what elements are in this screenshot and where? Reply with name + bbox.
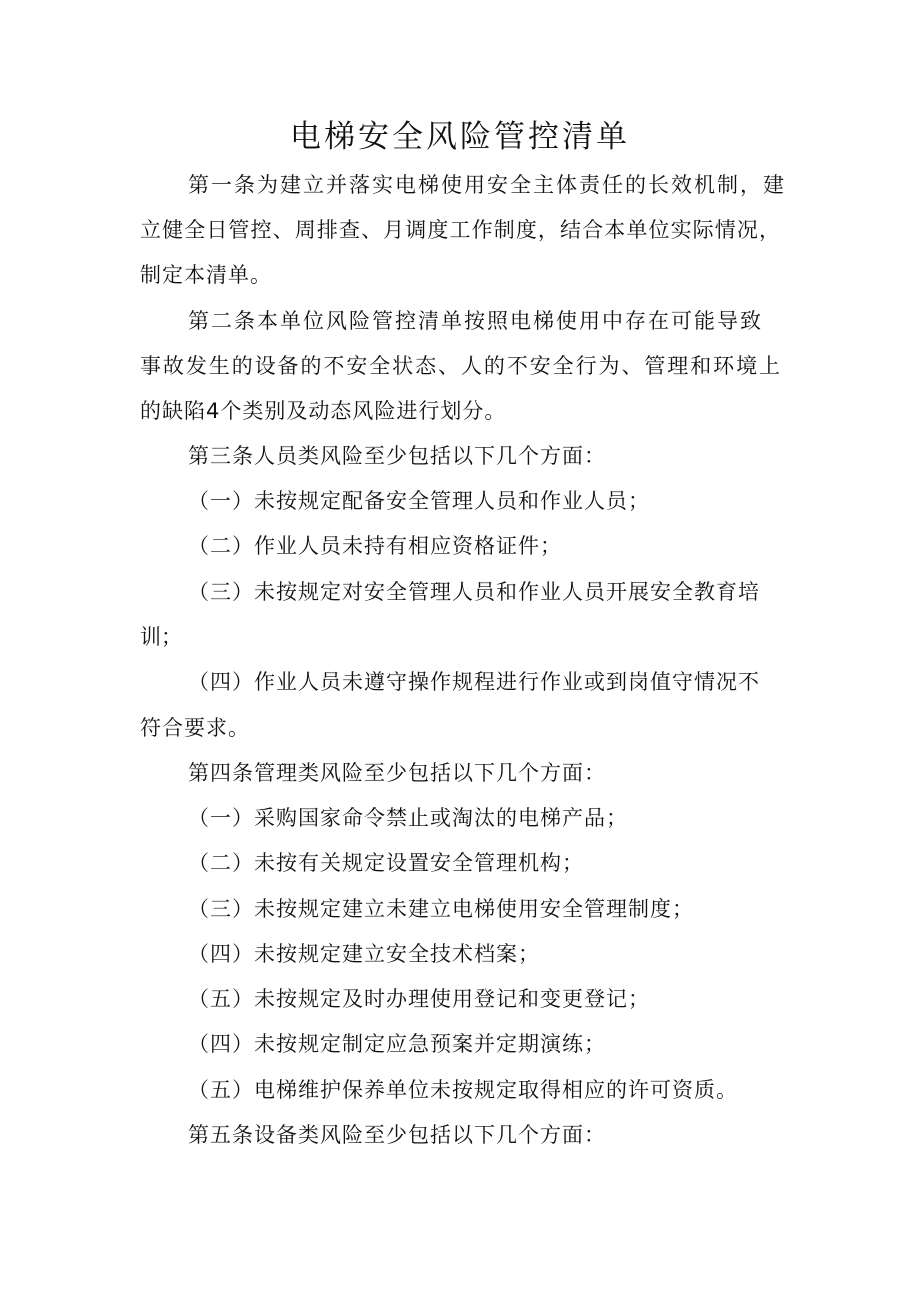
list-item: （二）未按有关规定设置安全管理机构； xyxy=(188,851,584,875)
article-5-heading: 第五条设备类风险至少包括以下几个方面： xyxy=(188,1123,606,1147)
text-line: 的缺陷4个类别及动态风险进行划分。 xyxy=(140,399,507,423)
list-item: （四）未按规定建立安全技术档案； xyxy=(188,942,540,966)
list-item: （四）未按规定制定应急预案并定期演练； xyxy=(188,1032,606,1056)
list-item: （一）未按规定配备安全管理人员和作业人员； xyxy=(188,489,650,513)
text-line: 事故发生的设备的不安全状态、人的不安全行为、管理和环境上 xyxy=(140,354,780,378)
list-item: （一）采购国家命令禁止或淘汰的电梯产品； xyxy=(188,806,628,830)
list-item: （五）电梯维护保养单位未按规定取得相应的许可资质。 xyxy=(188,1078,738,1102)
text-line: 第一条为建立并落实电梯使用安全主体责任的长效机制，建 xyxy=(188,173,786,197)
text-line: 第二条本单位风险管控清单按照电梯使用中存在可能导致 xyxy=(188,309,763,333)
list-item: （三）未按规定建立未建立电梯使用安全管理制度； xyxy=(188,897,694,921)
list-item: （二）作业人员未持有相应资格证件； xyxy=(188,534,562,558)
list-item: （五）未按规定及时办理使用登记和变更登记； xyxy=(188,987,650,1011)
article-3-heading: 第三条人员类风险至少包括以下几个方面： xyxy=(188,444,606,468)
text-line: 立健全日管控、周排查、月调度工作制度，结合本单位实际情况， xyxy=(140,218,780,242)
text-line: 制定本清单。 xyxy=(140,263,272,287)
text-line: 训； xyxy=(140,625,182,649)
text-line: （三）未按规定对安全管理人员和作业人员开展安全教育培 xyxy=(188,580,760,604)
text-line: 符合要求。 xyxy=(140,716,250,740)
text-line: （四）作业人员未遵守操作规程进行作业或到岗值守情况不 xyxy=(188,670,760,694)
document-title: 电梯安全风险管控清单 xyxy=(290,119,630,155)
article-4-heading: 第四条管理类风险至少包括以下几个方面： xyxy=(188,761,606,785)
